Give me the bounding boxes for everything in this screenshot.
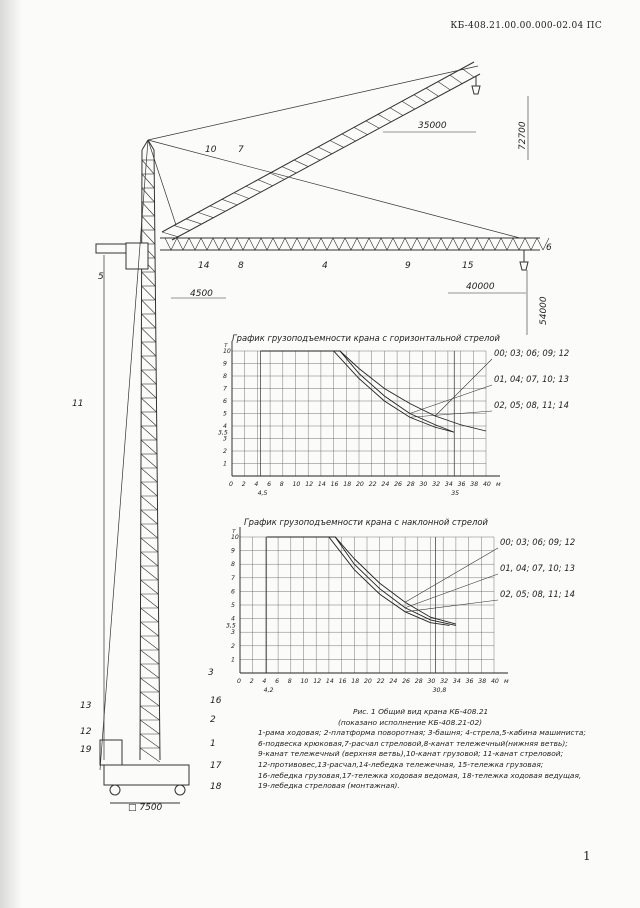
caption-line: 19-лебедка стреловая (монтажная).	[258, 781, 400, 791]
callout-1: 1	[210, 739, 216, 749]
callout-16: 16	[210, 696, 222, 706]
x-tick-label: 4	[262, 678, 267, 685]
y-tick-label: 5	[231, 602, 235, 609]
counter-jib	[96, 244, 126, 253]
x-tick-label: 16	[330, 481, 339, 488]
tower	[140, 140, 160, 762]
y-tick-label: 1	[223, 460, 227, 468]
chart-grid	[232, 351, 486, 476]
hook-inclined	[472, 76, 480, 94]
y-tick-label: 3	[223, 435, 227, 443]
x-tick-label: 24	[389, 678, 398, 685]
callout-2: 2	[210, 715, 216, 725]
operator-cabin	[126, 243, 148, 269]
y-tick-label: 7	[231, 574, 235, 582]
x-axis-label: м	[496, 481, 501, 488]
dim-horizontal-reach: 40000	[466, 282, 495, 292]
y-extra-tick-label: 3,5	[218, 429, 228, 437]
dim-inclined-height: 72700	[518, 121, 528, 150]
callout-10: 10	[205, 145, 217, 155]
y-tick-label: 8	[223, 373, 227, 380]
x-tick-label: 28	[406, 481, 415, 488]
x-extra-tick-label: 4,5	[257, 490, 268, 497]
x-tick-label: 36	[457, 481, 466, 488]
legend-entry-2: 02, 05; 08, 11; 14	[494, 400, 569, 410]
callout-11: 11	[72, 399, 84, 409]
legend-entry-1: 01, 04; 07, 10; 13	[500, 563, 575, 573]
x-tick-label: 20	[364, 678, 372, 685]
x-tick-label: 14	[317, 481, 326, 488]
callout-15: 15	[462, 261, 474, 271]
x-tick-label: 26	[394, 481, 402, 488]
y-tick-label: 4	[231, 615, 235, 623]
x-tick-label: 34	[452, 678, 461, 685]
x-tick-label: 0	[229, 481, 233, 488]
series-line-1	[261, 351, 455, 432]
callout-17: 17	[210, 761, 222, 771]
series-line-1	[267, 537, 456, 625]
y-tick-label: 6	[231, 588, 235, 596]
x-tick-label: 10	[292, 481, 301, 488]
x-tick-label: 38	[478, 678, 487, 685]
x-extra-tick-label: 30,8	[432, 687, 447, 694]
callout-3: 3	[208, 668, 214, 678]
document-code: КБ-408.21.00.00.000-02.04 ПС	[450, 21, 602, 31]
legend-leader-2	[405, 600, 498, 612]
x-tick-label: 12	[305, 481, 314, 488]
x-tick-label: 28	[414, 678, 423, 685]
y-tick-label: 4	[223, 423, 227, 430]
series-line-0	[267, 537, 456, 624]
x-tick-label: 2	[249, 678, 254, 685]
x-tick-label: 20	[356, 481, 364, 488]
dim-counter-jib: 4500	[190, 289, 213, 299]
x-tick-label: 22	[376, 678, 385, 685]
caption-line: 12-противовес,13-расчал,14-лебедка тележечная, 15-тележка грузовая;	[258, 759, 544, 769]
x-tick-label: 8	[287, 678, 292, 685]
x-tick-label: 4	[254, 481, 259, 488]
x-tick-label: 16	[338, 678, 347, 685]
legend-leader-1	[405, 574, 498, 608]
dim-inclined-reach: 35000	[418, 121, 447, 131]
x-tick-label: 0	[237, 678, 241, 685]
x-extra-tick-label: 35	[451, 490, 460, 497]
chart-title: График грузоподъемности крана с горизонтальной стрелой	[232, 333, 500, 343]
y-tick-label: 5	[223, 410, 227, 418]
y-tick-label: 9	[231, 547, 235, 555]
x-tick-label: 30	[427, 678, 436, 685]
load-chart-inclined	[226, 517, 575, 694]
caption-subtitle: (показано исполнение КБ-408.21-02)	[338, 717, 483, 727]
dimension-lines	[171, 96, 528, 335]
x-tick-label: 40	[483, 481, 491, 488]
x-tick-label: 8	[279, 481, 284, 488]
callout-7: 7	[238, 145, 244, 155]
x-tick-label: 24	[381, 481, 390, 488]
y-tick-label: 7	[223, 385, 227, 393]
legend-entry-0: 00; 03; 06; 09; 12	[494, 348, 570, 358]
y-tick-label: 6	[223, 398, 227, 405]
legend-leader-0	[435, 359, 492, 416]
x-tick-label: 34	[444, 481, 453, 488]
caption-line: 1-рама ходовая; 2-платформа поворотная; 3-башня; 4-стрела,5-кабина машиниста;	[258, 728, 586, 738]
caption-title: Рис. 1 Общий вид крана КБ-408.21	[353, 707, 489, 716]
y-tick-label: 10	[223, 348, 231, 355]
x-tick-label: 14	[325, 678, 334, 685]
x-tick-label: 30	[419, 481, 428, 488]
chart-grid	[240, 537, 494, 673]
callout-5: 5	[98, 272, 104, 282]
caption-line: 16-лебедка грузовая,17-тележка ходовая ведомая, 18-тележка ходовая ведущая,	[258, 770, 582, 780]
legend-leader-1	[410, 385, 492, 414]
callout-6: 6	[546, 243, 552, 253]
y-axis-label: т	[224, 342, 228, 349]
x-tick-label: 18	[343, 481, 352, 488]
callout-13: 13	[80, 701, 92, 711]
x-tick-label: 6	[275, 678, 280, 685]
load-chart-horizontal	[218, 333, 569, 497]
y-tick-label: 1	[231, 656, 235, 664]
y-tick-label: 10	[231, 534, 239, 541]
legend-entry-0: 00; 03; 06; 09; 12	[500, 537, 576, 547]
x-tick-label: 38	[470, 481, 479, 488]
y-tick-label: 3	[231, 629, 235, 637]
x-tick-label: 40	[491, 678, 499, 685]
chart-title: График грузоподъемности крана с наклонной стрелой	[244, 517, 488, 527]
legend-leader-2	[410, 411, 492, 417]
hook-horizontal	[520, 250, 528, 270]
ropes	[100, 66, 520, 770]
crane-base	[100, 740, 189, 803]
callout-9: 9	[405, 261, 411, 271]
y-tick-label: 2	[223, 448, 227, 455]
callout-14: 14	[198, 261, 210, 271]
callout-4: 4	[322, 261, 328, 271]
legend-entry-2: 02, 05; 08, 11; 14	[500, 589, 575, 599]
x-extra-tick-label: 4,2	[263, 687, 274, 694]
figure-caption	[258, 707, 588, 792]
y-tick-label: 2	[231, 642, 235, 650]
caption-line: 6-подвеска крюковая,7-расчал стреловой,8-канат тележечный(нижняя ветвь);	[258, 738, 568, 748]
x-axis-label: м	[504, 678, 509, 685]
dim-hook-height: 54000	[539, 296, 549, 325]
x-tick-label: 10	[300, 678, 309, 685]
x-tick-label: 12	[313, 678, 322, 685]
x-tick-label: 32	[440, 678, 449, 685]
y-axis-label: т	[232, 528, 236, 535]
page-number: 1	[583, 849, 591, 863]
x-tick-label: 6	[267, 481, 272, 488]
y-tick-label: 9	[223, 360, 227, 368]
x-tick-label: 32	[432, 481, 441, 488]
callout-19: 19	[80, 745, 92, 755]
callout-18: 18	[210, 782, 222, 792]
dim-base: □ 7500	[128, 803, 163, 813]
y-extra-tick-label: 3,5	[226, 622, 236, 630]
x-tick-label: 2	[241, 481, 246, 488]
x-tick-label: 18	[351, 678, 360, 685]
caption-line: 9-канат тележечный (верхняя ветвь),10-канат грузовой; 11-канат стреловой;	[258, 749, 564, 759]
legend-entry-1: 01, 04; 07, 10; 13	[494, 374, 569, 384]
callout-8: 8	[238, 261, 244, 271]
legend-leader-0	[405, 548, 498, 602]
x-tick-label: 36	[465, 678, 474, 685]
x-tick-label: 22	[368, 481, 377, 488]
horizontal-boom	[160, 238, 549, 250]
y-tick-label: 8	[231, 561, 235, 569]
x-tick-label: 26	[402, 678, 410, 685]
callout-12: 12	[80, 727, 92, 737]
